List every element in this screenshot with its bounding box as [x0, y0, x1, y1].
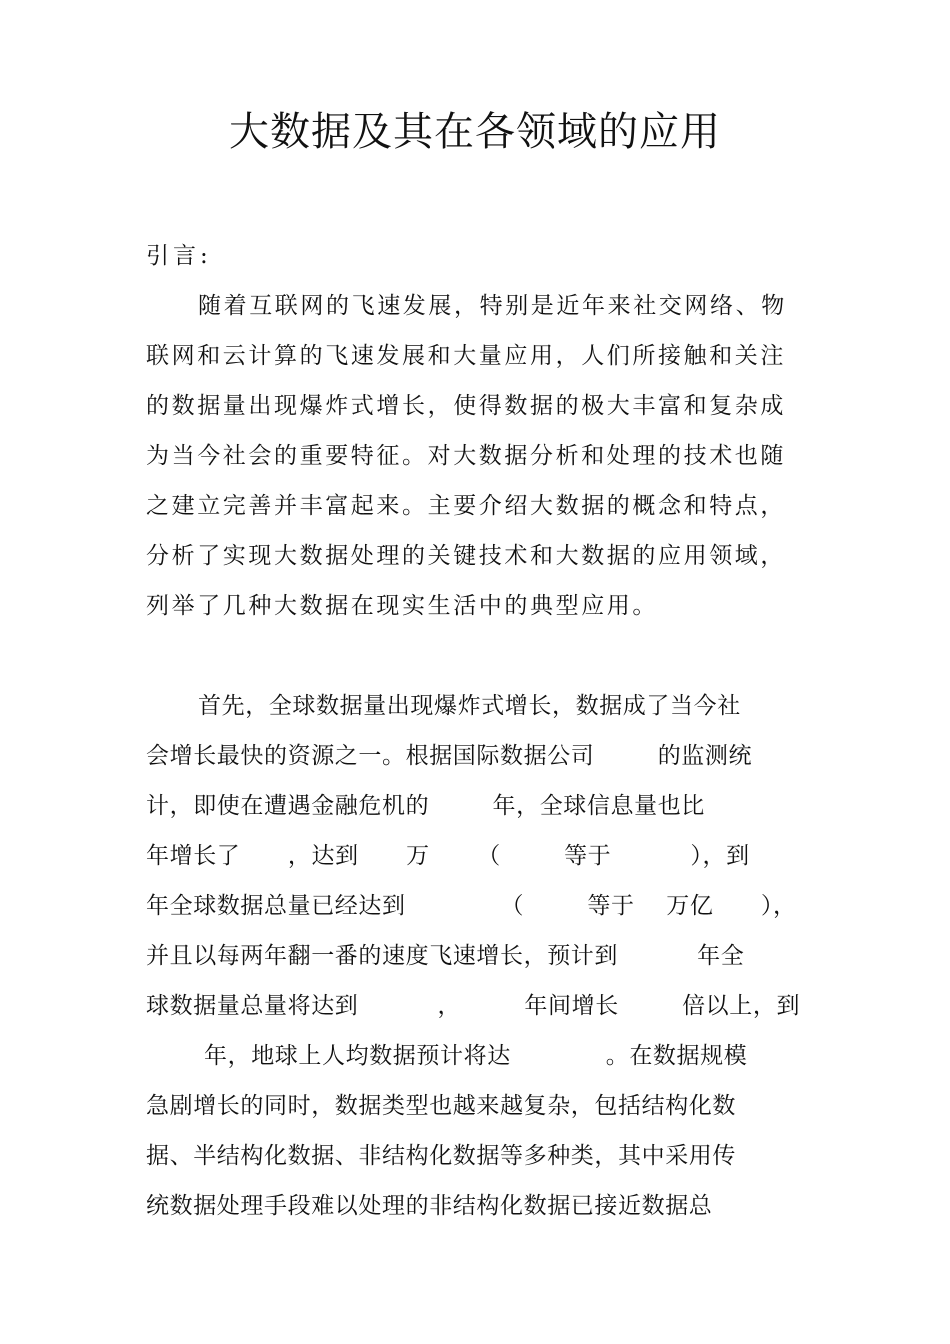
body-line: 年全球数据总量已经达到 （ 等于 万亿 ）， [146, 893, 797, 919]
body-line: 计，即使在遭遇金融危机的 年，全球信息量也比 [146, 793, 705, 819]
body-line: 急剧增长的同时，数据类型也越来越复杂，包括结构化数 [146, 1093, 736, 1119]
body-line: 会增长最快的资源之一。根据国际数据公司 的监测统 [146, 743, 753, 769]
intro-line: 为当今社会的重要特征。对大数据分析和处理的技术也随 [146, 443, 786, 469]
intro-line: 之建立完善并丰富起来。主要介绍大数据的概念和特点， [146, 493, 786, 519]
intro-line: 随着互联网的飞速发展，特别是近年来社交网络、物 [198, 293, 787, 319]
body-line: 年增长了 ，达到 万 （ 等于 ），到 [146, 843, 750, 869]
document-title: 大数据及其在各领域的应用 [229, 109, 721, 155]
body-line: 统数据处理手段难以处理的非结构化数据已接近数据总 [146, 1193, 713, 1219]
body-line: 并且以每两年翻一番的速度飞速增长，预计到 年全 [146, 943, 745, 969]
intro-line: 的数据量出现爆炸式增长，使得数据的极大丰富和复杂成 [146, 393, 786, 419]
intro-label: 引言: [146, 243, 212, 269]
intro-line: 联网和云计算的飞速发展和大量应用，人们所接触和关注 [146, 343, 786, 369]
body-line: 球数据量总量将达到 ， 年间增长 倍以上，到 [146, 993, 801, 1019]
intro-line: 列举了几种大数据在现实生活中的典型应用。 [146, 593, 658, 619]
intro-line: 分析了实现大数据处理的关键技术和大数据的应用领域， [146, 543, 786, 569]
body-line: 年，地球上人均数据预计将达 。在数据规模 [204, 1043, 748, 1069]
body-line: 首先，全球数据量出现爆炸式增长，数据成了当今社 [198, 693, 741, 719]
body-line: 据、半结构化数据、非结构化数据等多种类，其中采用传 [146, 1143, 736, 1169]
